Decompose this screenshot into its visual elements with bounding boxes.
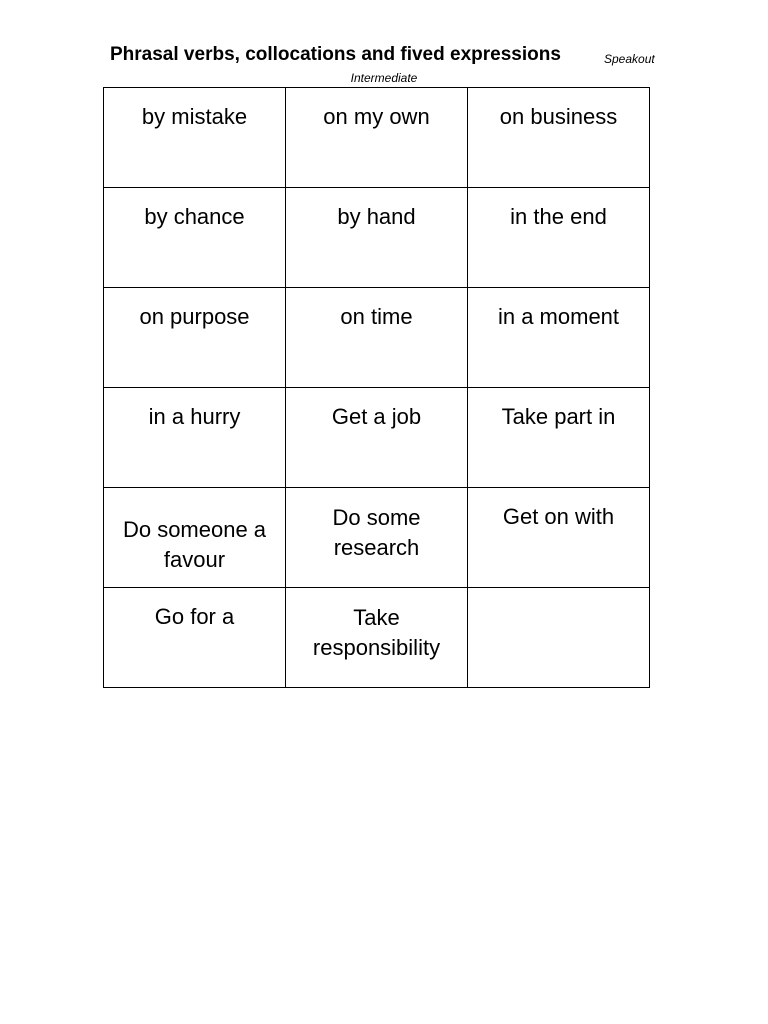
card-cell — [104, 388, 286, 488]
card-cell — [104, 488, 286, 588]
card-text — [468, 588, 649, 602]
card-row — [104, 388, 650, 488]
card-text: Take responsibility — [312, 605, 441, 660]
card-text: in the end — [510, 204, 607, 229]
card-cell — [468, 88, 650, 188]
card-text: by hand — [337, 204, 416, 229]
card-text: in a moment — [497, 304, 620, 329]
card-text: on my own — [323, 104, 430, 129]
card-cell — [104, 288, 286, 388]
level-label — [0, 71, 768, 85]
card-row — [104, 288, 650, 388]
card-cell — [286, 188, 468, 288]
card-text: by chance — [144, 204, 245, 229]
card-cell — [104, 588, 286, 688]
card-text: Get on with — [502, 504, 615, 529]
page-title: Phrasal verbs, collocations and fived expressions — [110, 44, 561, 65]
card-grid — [103, 87, 650, 688]
card-text: on business — [499, 104, 618, 129]
card-text: on time — [340, 304, 413, 329]
card-cell — [104, 188, 286, 288]
card-row — [104, 588, 650, 688]
card-cell — [286, 388, 468, 488]
card-text: Do someone a favour — [122, 517, 267, 572]
card-cell — [286, 288, 468, 388]
card-text: by mistake — [141, 104, 248, 129]
card-text: on purpose — [139, 304, 250, 329]
card-cell — [468, 588, 650, 688]
card-cell — [468, 388, 650, 488]
brand-label: Speakout — [604, 52, 655, 66]
card-cell — [286, 488, 468, 588]
card-cell — [286, 88, 468, 188]
card-row — [104, 488, 650, 588]
card-cell — [286, 588, 468, 688]
card-cell — [468, 288, 650, 388]
card-row — [104, 88, 650, 188]
card-row — [104, 188, 650, 288]
card-cell — [468, 488, 650, 588]
card-text: Take part in — [501, 404, 616, 429]
card-text: Go for a — [154, 604, 235, 629]
card-cell — [104, 88, 286, 188]
level-text: Intermediate — [350, 71, 418, 85]
card-text: Do some research — [332, 505, 421, 560]
card-text: in a hurry — [148, 404, 241, 429]
card-text: Get a job — [331, 404, 422, 429]
card-cell — [468, 188, 650, 288]
